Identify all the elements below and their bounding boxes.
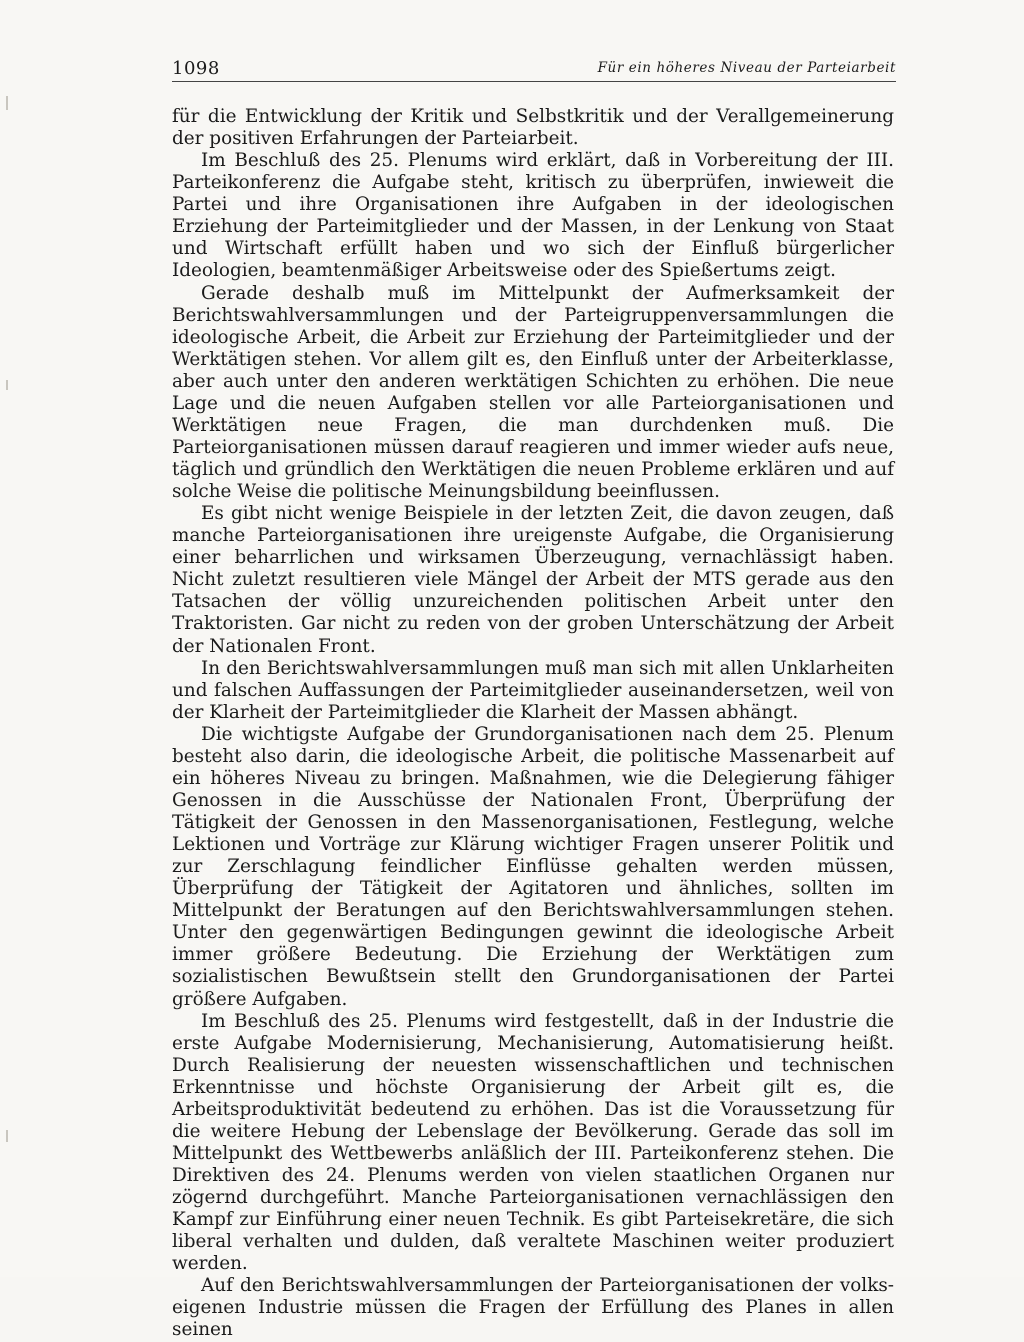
page-number: 1098 — [172, 58, 220, 79]
paragraph-4: Es gibt nicht wenige Beispiele in der letzten Zeit, die davon zeugen, daß manche Parteiorganisationen ihre ureigenste Aufgabe, die Organisierung einer beharrlichen und wirksamen Überzeugung, vernachlässigt haben. Nicht zuletzt resultieren viele Mängel der Arbeit der MTS gerade aus den Tatsachen der völlig unzureichenden politischen Arbeit unter den Traktoristen. Gar nicht zu reden von der groben Unterschätzung der Arbeit der Nationalen Front. — [172, 503, 894, 657]
body-text — [172, 106, 894, 1342]
paragraph-1: für die Entwicklung der Kritik und Selbstkritik und der Verallgemeinerung der positiven Erfahrungen der Parteiarbeit. — [172, 106, 894, 150]
paragraph-6: Die wichtigste Aufgabe der Grundorganisationen nach dem 25. Plenum besteht also darin, die ideologische Arbeit, die politische Massenarbeit auf ein höheres Niveau zu bringen. Maßnahmen, wie die Delegierung fähiger Genossen in die Ausschüsse der Nationalen Front, Überprüfung der Tätigkeit der Genossen in den Massenorganisationen, Festlegung, welche Lektionen und Vorträge zur Klärung wichtiger Fragen unserer Politik und zur Zerschlagung feindlicher Einflüsse gehalten werden müssen, Überprüfung der Tätigkeit der Agitatoren und ähnliches, sollten im Mittelpunkt der Beratungen auf den Berichtswahlversammlungen stehen. Unter den gegenwärtigen Bedingungen gewinnt die ideologische Arbeit immer größere Bedeutung. Die Erziehung der Werktätigen zum sozialistischen Bewußtsein stellt den Grundorganisationen der Partei größere Aufgaben. — [172, 723, 894, 1010]
header-rule — [172, 81, 896, 82]
page-header — [172, 56, 896, 80]
paragraph-7: Im Beschluß des 25. Plenums wird festgestellt, daß in der Industrie die erste Aufgabe Modernisierung, Mechanisierung, Automatisierung heißt. Durch Realisierung der neuesten wissenschaftlichen und technischen Erkenntnisse und höchste Organisierung der Arbeit gilt es, die Arbeitsproduktivität bedeutend zu erhöhen. Das ist die Voraussetzung für die weitere Hebung der Lebenslage der Bevölkerung. Gerade das soll im Mittelpunkt des Wettbewerbs anläßlich der III. Parteikonferenz stehen. Die Direktiven des 24. Plenums werden von vielen staatlichen Organen nur zögernd durchgeführt. Manche Parteiorganisationen vernachlässigen den Kampf zur Einführung einer neuen Technik. Es gibt Parteisekretäre, die sich liberal verhalten und dulden, daß veraltete Maschinen weiter produziert werden. — [172, 1010, 894, 1275]
scan-mark — [6, 380, 8, 390]
paragraph-8: Auf den Berichtswahlversammlungen der Parteiorganisationen der volkseigenen Industrie müssen die Fragen der Erfüllung des Planes in allen seinen — [172, 1275, 894, 1341]
paragraph-3: Gerade deshalb muß im Mittelpunkt der Aufmerksamkeit der Berichtswahlversammlungen und der Parteigruppenversammlungen die ideologische Arbeit, die Arbeit zur Erziehung der Parteimitglieder und der Werktätigen stehen. Vor allem gilt es, den Einfluß unter der Arbeiterklasse, aber auch unter den anderen werktätigen Schichten zu erhöhen. Die neue Lage und die neuen Aufgaben stellen vor alle Parteiorganisationen und Werktätigen neue Fragen, die man durchdenken muß. Die Parteiorganisationen müssen darauf reagieren und immer wieder aufs neue, täglich und gründlich den Werktätigen die neuen Probleme erklären und auf solche Weise die politische Meinungsbildung beeinflussen. — [172, 282, 894, 503]
paragraph-5: In den Berichtswahlversammlungen muß man sich mit allen Unklarheiten und falschen Auffassungen der Parteimitglieder auseinandersetzen, weil von der Klarheit der Parteimitglieder die Klarheit der Massen abhängt. — [172, 657, 894, 723]
running-title: Für ein höheres Niveau der Parteiarbeit — [597, 60, 896, 76]
scan-mark — [6, 1130, 8, 1142]
scan-mark — [6, 96, 8, 110]
paragraph-2: Im Beschluß des 25. Plenums wird erklärt, daß in Vorbereitung der III. Parteikonferenz die Aufgabe steht, kritisch zu überprüfen, inwieweit die Partei und ihre Organisationen ihre Aufgaben in der ideologischen Erziehung der Parteimitglieder und der Massen, in der Lenkung von Staat und Wirtschaft erfüllt haben und wo sich der Einfluß bürgerlicher Ideologien, beamtenmäßiger Arbeitsweise oder des Spießertums zeigt. — [172, 150, 894, 282]
